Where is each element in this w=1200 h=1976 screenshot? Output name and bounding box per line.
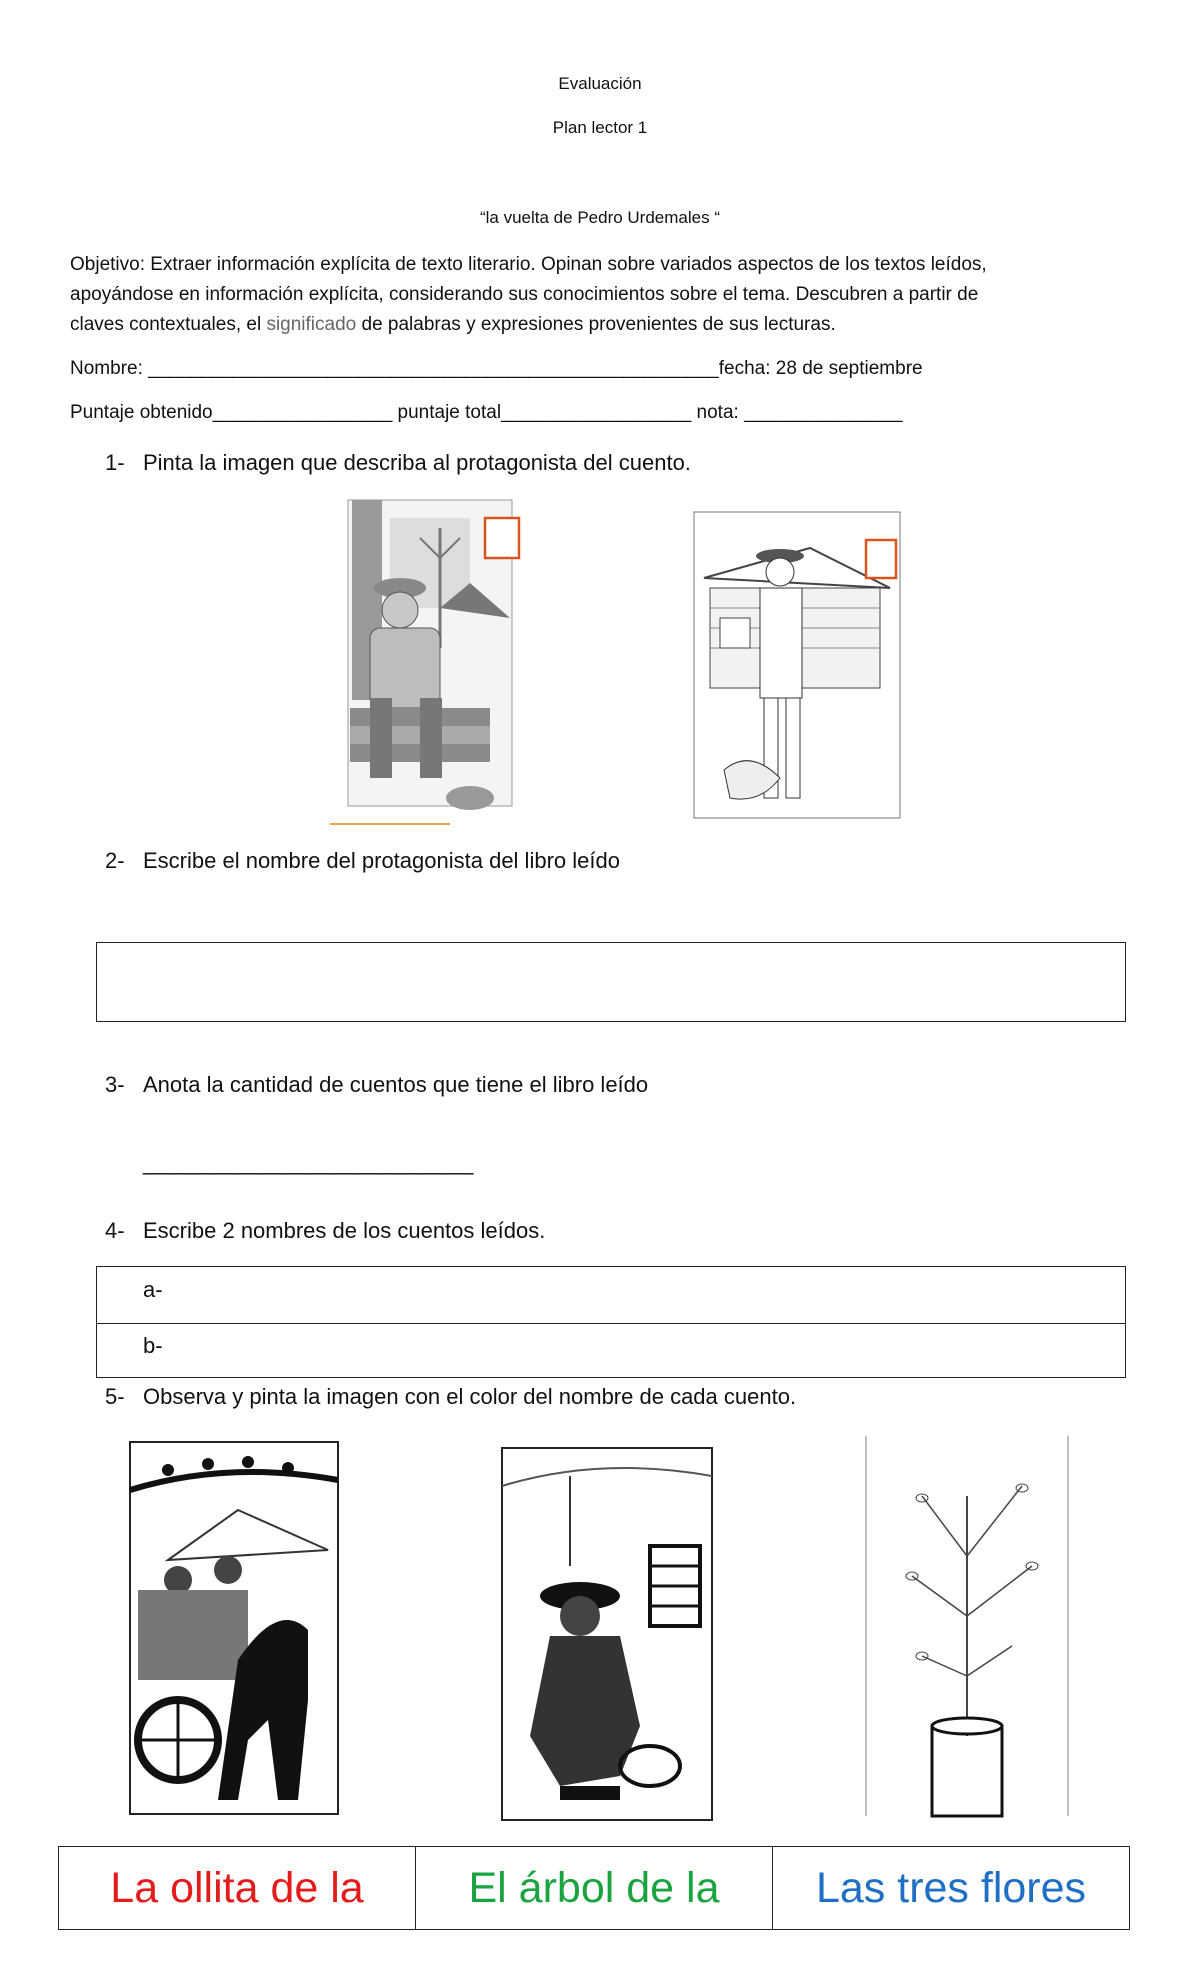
score-field[interactable]: Puntaje obtenido_________________ puntaje total__________________ nota: _______________ bbox=[70, 402, 903, 423]
objective-highlight-word: significado bbox=[266, 314, 357, 335]
answer-b-field[interactable] bbox=[177, 1327, 1119, 1375]
table-divider bbox=[97, 1323, 1125, 1324]
question-1-text: Pinta la imagen que describa al protagonista del cuento. bbox=[143, 450, 691, 475]
question-1 bbox=[105, 450, 691, 476]
question-5 bbox=[105, 1384, 796, 1410]
question-2 bbox=[105, 848, 620, 874]
protagonist-illustration-right[interactable] bbox=[690, 508, 910, 824]
protagonist-illustration-left[interactable] bbox=[330, 498, 530, 826]
story-illustration-man-kneeling[interactable] bbox=[500, 1446, 714, 1826]
question-5-number: 5- bbox=[105, 1384, 125, 1409]
answer-a-field[interactable] bbox=[177, 1271, 1119, 1319]
objective-line-2: apoyándose en información explícita, considerando sus conocimientos sobre el tema. Descubren a partir de bbox=[70, 284, 979, 305]
story-title-arbol: El árbol de la bbox=[416, 1847, 773, 1929]
story-illustration-cart[interactable] bbox=[128, 1440, 340, 1824]
story-names-answer-table bbox=[96, 1266, 1126, 1378]
objective-line-3-post: de palabras y expresiones provenientes de sus lecturas. bbox=[356, 314, 836, 335]
story-title-ollita: La ollita de la bbox=[59, 1847, 416, 1929]
potted-plant-illustration bbox=[862, 1436, 1072, 1826]
horse-cart-illustration bbox=[128, 1440, 340, 1824]
answer-b-label: b- bbox=[143, 1333, 163, 1358]
question-2-text: Escribe el nombre del protagonista del libro leído bbox=[143, 848, 620, 873]
story-count-answer-line[interactable]: ___________________________ bbox=[143, 1150, 474, 1175]
answer-a-label: a- bbox=[143, 1277, 163, 1302]
story-illustration-plant[interactable] bbox=[862, 1436, 1072, 1826]
objective-line-3-pre: claves contextuales, el bbox=[70, 314, 267, 335]
book-title: “la vuelta de Pedro Urdemales “ bbox=[479, 208, 720, 227]
story-title-flores: Las tres flores bbox=[815, 1863, 1087, 1912]
question-3 bbox=[105, 1072, 648, 1098]
question-4-text: Escribe 2 nombres de los cuentos leídos. bbox=[143, 1218, 546, 1243]
man-standing-illustration bbox=[690, 508, 910, 824]
name-date-field[interactable]: Nombre: ______________________________________________________fecha: 28 de septiembre bbox=[70, 358, 923, 379]
question-4 bbox=[105, 1218, 545, 1244]
question-3-number: 3- bbox=[105, 1072, 125, 1097]
page-title: Evaluación bbox=[558, 74, 642, 93]
objective-line-3 bbox=[70, 310, 1130, 340]
question-5-text: Observa y pinta la imagen con el color del nombre de cada cuento. bbox=[143, 1384, 797, 1409]
objective-text bbox=[70, 250, 1130, 340]
question-4-number: 4- bbox=[105, 1218, 125, 1243]
question-1-number: 1- bbox=[105, 450, 125, 475]
question-3-text: Anota la cantidad de cuentos que tiene el libro leído bbox=[143, 1072, 649, 1097]
page-subtitle: Plan lector 1 bbox=[552, 118, 648, 137]
story-titles-table bbox=[58, 1846, 1130, 1930]
protagonist-name-answer-box[interactable] bbox=[96, 942, 1126, 1022]
objective-line-1: Objetivo: Extraer información explícita de texto literario. Opinan sobre variados aspectos de los textos leídos, bbox=[70, 254, 987, 275]
question-2-number: 2- bbox=[105, 848, 125, 873]
man-sitting-illustration bbox=[330, 498, 530, 826]
kneeling-man-illustration bbox=[500, 1446, 714, 1826]
